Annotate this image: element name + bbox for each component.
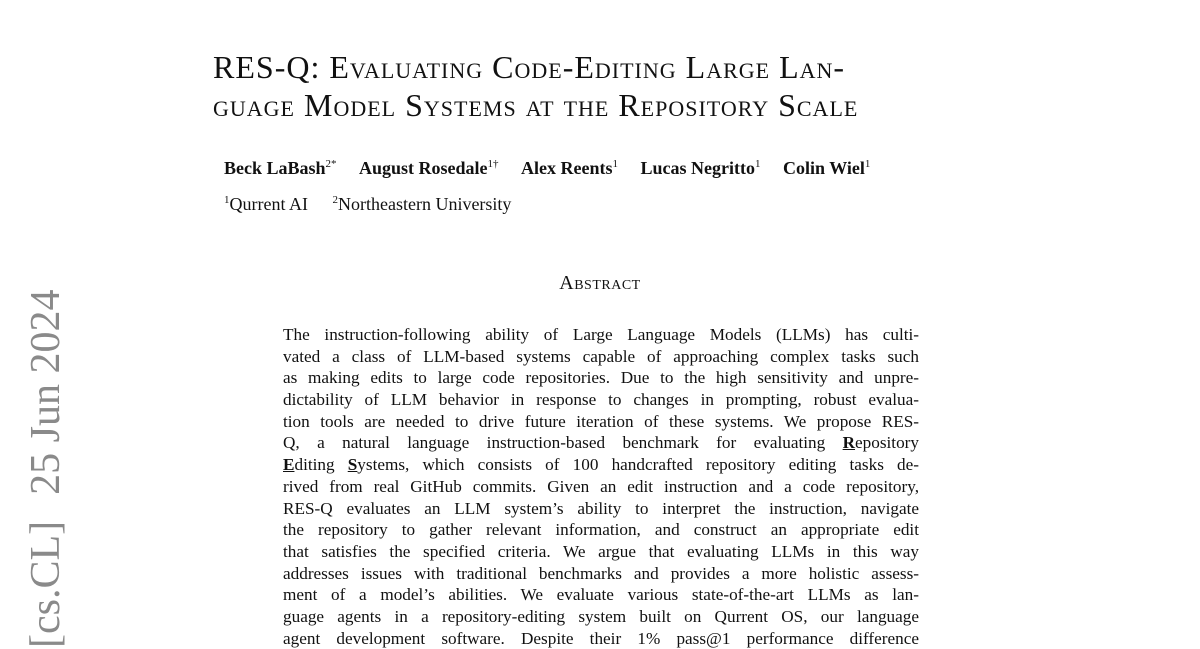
- abstract-line: tion tools are needed to drive future iteration of these systems. We propose RES-: [283, 411, 919, 431]
- title-line-1: RES-Q: Evaluating Code-Editing Large Lan-: [213, 49, 846, 85]
- author: Colin Wiel$^1$: [783, 158, 871, 178]
- author: August Rosedale$^{1\dagger}$: [359, 158, 499, 178]
- abstract-line: RES-Q evaluates an LLM system’s ability to interpret the instruction, navigate: [283, 498, 919, 518]
- abstract-line: Editing Systems, which consists of 100 handcrafted repository editing tasks de-: [283, 455, 919, 475]
- abstract-line: Q, a natural language instruction-based benchmark for evaluating Repository: [283, 433, 919, 453]
- abstract-line: guage agents in a repository-editing system built on Qurrent OS, our language: [283, 606, 919, 626]
- abstract-line: ment of a model’s abilities. We evaluate various state-of-the-art LLMs as lan-: [283, 585, 919, 605]
- acronym-letter: R: [842, 433, 856, 453]
- abstract-line: the repository to gather relevant information, and construct an appropriate edit: [283, 520, 919, 540]
- acronym-letter: S: [347, 455, 358, 475]
- paper-title: [213, 48, 1003, 124]
- abstract-line: dictability of LLM behavior in response to changes in prompting, robust evalua-: [283, 390, 919, 410]
- author: Alex Reents$^1$: [521, 158, 619, 178]
- abstract-line: The instruction-following ability of Large Language Models (LLMs) has culti-: [283, 325, 919, 344]
- abstract-line: addresses issues with traditional benchmarks and provides a more holistic assess-: [283, 563, 919, 583]
- author-list: [224, 158, 888, 179]
- abstract-line: vated a class of LLM-based systems capable of approaching complex tasks such: [283, 346, 919, 366]
- acronym-letter: E: [283, 455, 295, 475]
- abstract-line: agent development software. Despite their 1% pass@1 performance difference: [283, 628, 919, 648]
- arxiv-sidebar-stamp: [18, 289, 74, 648]
- abstract-line: rived from real GitHub commits. Given an edit instruction and a code repository,: [283, 476, 919, 496]
- author: Beck LaBash$^{2*}$: [224, 158, 337, 178]
- title-line-2: guage Model Systems at the Repository Scale: [213, 87, 859, 123]
- abstract-heading: Abstract: [559, 272, 641, 294]
- affiliation: $^2$Northeastern University: [332, 194, 512, 214]
- abstract-line: that satisfies the specified criteria. We argue that evaluating LLMs in this way: [283, 541, 919, 561]
- arxiv-category: [cs.CL]: [23, 520, 69, 648]
- abstract-line: as making edits to large code repositories. Due to the high sensitivity and unpre-: [283, 368, 919, 388]
- author: Lucas Negritto$^1$: [640, 158, 761, 178]
- abstract-body: [283, 324, 919, 649]
- affiliation: $^1$Qurrent AI: [224, 194, 308, 214]
- arxiv-date: 25 Jun 2024: [23, 289, 69, 495]
- affiliation-list: [224, 194, 531, 215]
